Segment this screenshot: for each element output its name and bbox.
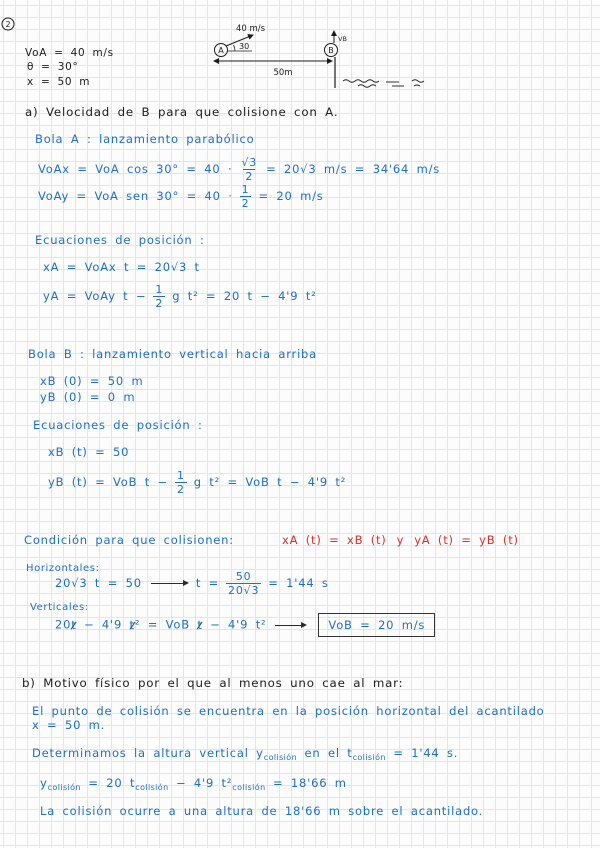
text-segment: − 4'9 t² [168, 776, 233, 790]
arrow-icon [151, 583, 187, 584]
v0ax-rhs: = 20√3 m/s = 34'64 m/s [266, 162, 441, 176]
ybt-lhs: yB (t) = VoB t − [48, 475, 168, 489]
fraction-numerator: 1 [155, 283, 164, 296]
fraction-numerator: 1 [176, 469, 185, 482]
v0ay-equation [38, 183, 324, 210]
xbt-equation: xB (t) = 50 [48, 445, 130, 459]
xb0-value: xB (0) = 50 m [40, 374, 144, 388]
v0ay-lhs: VoAy = VoA sen 30° = 40 · [38, 189, 233, 203]
horizontal-result: = 1'44 s [268, 576, 329, 590]
boxed-result: VoB = 20 m/s [318, 613, 435, 637]
vertical-label: Verticales: [30, 602, 89, 613]
vertical-term: − 4'9 [202, 617, 256, 632]
subscript: colisión [263, 753, 298, 762]
ball-a [215, 44, 228, 57]
angle-label: 30 [239, 42, 250, 51]
vertical-term: 20 [55, 617, 72, 632]
equations-title-a: Ecuaciones de posición : [35, 233, 205, 247]
given-distance: x = 50 m [27, 76, 91, 88]
fraction-denominator: 20√3 [228, 584, 260, 597]
subscript: colisión [47, 783, 81, 792]
fraction [175, 469, 187, 496]
text-segment: = 1'44 s. [385, 746, 459, 760]
fraction-numerator: 1 [241, 183, 250, 196]
horizontal-lhs: 20√3 t = 50 [55, 576, 142, 590]
determine-height-text [32, 746, 458, 765]
v0ay-rhs: = 20 m/s [258, 189, 324, 203]
fraction-denominator: 2 [245, 170, 254, 183]
condition-y: yA (t) = yB (t) [414, 533, 519, 547]
collision-height-equation [40, 776, 347, 795]
vertical-term: ² [261, 617, 267, 632]
ya-rhs: g t² = 20 t − 4'9 t² [172, 289, 317, 303]
horizontal-equation [55, 570, 329, 597]
vertical-term: − 4'9 [76, 617, 130, 632]
ball-b-velocity-label: VB [338, 35, 347, 43]
ball-b-title: Bola B : lanzamiento vertical hacia arriba [28, 347, 318, 361]
v0ax-lhs: VoAx = VoA cos 30° = 40 · [38, 162, 233, 176]
collision-condition-label: Condición para que colisionen: [24, 533, 234, 547]
distance-label: 50m [273, 68, 293, 78]
cancelled-t: t [197, 617, 203, 632]
condition-x: xA (t) = xB (t) [282, 533, 387, 547]
fraction-denominator: 2 [241, 197, 250, 210]
horizontal-t-eq: t = [195, 576, 220, 590]
given-angle: θ = 30° [27, 61, 79, 73]
fraction-denominator: 2 [176, 483, 185, 496]
ybt-rhs: g t² = VoB t − 4'9 t² [193, 475, 347, 489]
ybt-equation [48, 469, 346, 496]
text-segment: = 18'66 m [265, 776, 347, 790]
sea-waves-icon [343, 80, 424, 88]
given-initial-speed: VoA = 40 m/s [25, 47, 114, 59]
yb0-value: yB (0) = 0 m [40, 390, 136, 404]
collision-point-text: El punto de colisión se encuentra en la posición horizontal del acantilado [32, 704, 545, 718]
text-segment: y [40, 776, 48, 790]
condition-and: y [396, 533, 405, 547]
collision-x-text: x = 50 m. [32, 718, 106, 732]
xa-equation: xA = VoAx t = 20√3 t [43, 260, 200, 274]
angle-arc-icon [234, 45, 236, 51]
ball-a-label: A [218, 46, 224, 55]
ya-lhs: yA = VoAy t − [43, 289, 147, 303]
collision-condition-equations [282, 533, 519, 547]
ya-equation [43, 283, 317, 310]
subscript: colisión [352, 753, 386, 762]
arrow-icon [275, 625, 305, 626]
fraction-denominator: 2 [155, 297, 164, 310]
text-segment: en el t [297, 746, 353, 760]
vertical-equation [55, 613, 435, 637]
part-b-heading: b) Motivo físico por el que al menos uno cae al mar: [22, 676, 404, 690]
subscript: colisión [135, 783, 169, 792]
cancelled-t: t [129, 617, 135, 632]
problem-number-badge [2, 18, 14, 30]
speed-label: 40 m/s [236, 24, 266, 34]
cancelled-t: t [71, 617, 77, 632]
horizontal-label: Horizontales: [26, 563, 100, 574]
vertical-term: t [255, 617, 261, 632]
part-a-heading: a) Velocidad de B para que colisione con A. [25, 105, 339, 119]
equations-title-b: Ecuaciones de posición : [33, 418, 203, 432]
fraction [153, 283, 165, 310]
conclusion-text: La colisión ocurre a una altura de 18'66 m sobre el acantilado. [40, 804, 484, 818]
fraction [239, 156, 259, 183]
ball-a-title: Bola A : lanzamiento parabólico [35, 132, 255, 146]
fraction [240, 183, 252, 210]
ball-b [325, 44, 338, 57]
text-segment: Determinamos la altura vertical y [32, 746, 264, 760]
v0ax-equation [38, 156, 440, 183]
vertical-term: ² = VoB [134, 617, 198, 632]
fraction-numerator: √3 [241, 156, 258, 169]
fraction-numerator: 50 [235, 570, 252, 583]
subscript: colisión [232, 783, 266, 792]
problem-number: 2 [5, 20, 11, 29]
fraction [226, 570, 261, 597]
text-segment: = 20 t [80, 776, 136, 790]
ball-b-label: B [328, 46, 334, 55]
